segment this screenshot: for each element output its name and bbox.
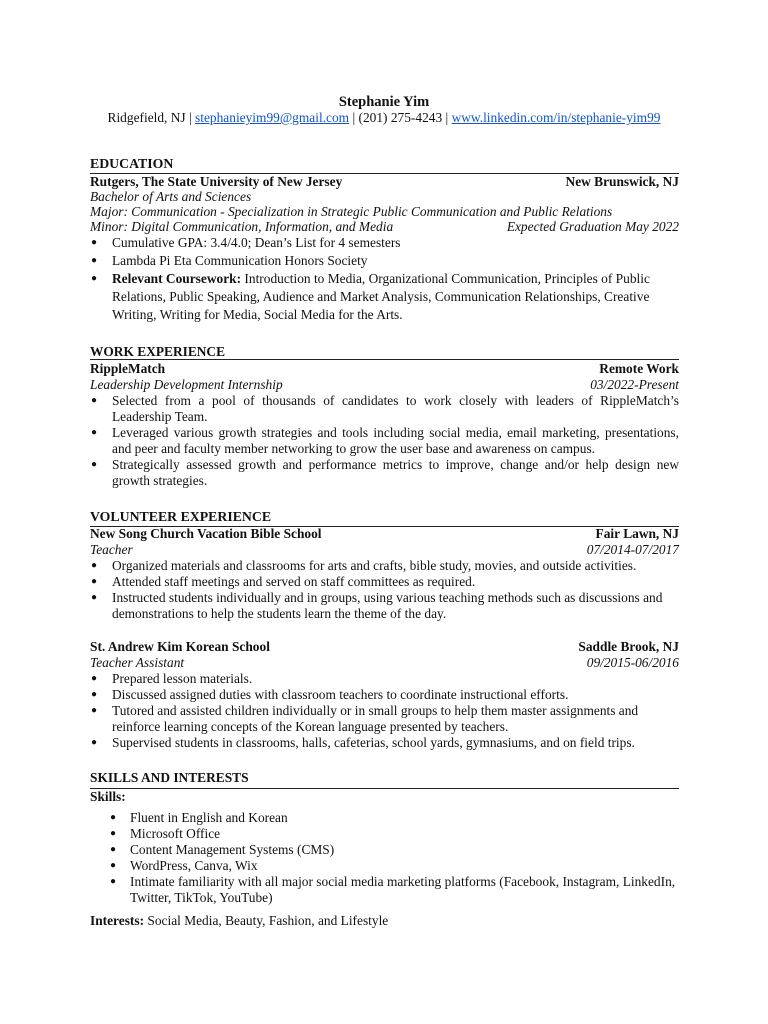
section-rule [90,788,679,789]
section-title-education: EDUCATION [90,156,679,174]
minor-text: Minor: Digital Communication, Information, and Media [90,219,394,234]
list-item: ● Organized materials and classrooms for arts and crafts, bible study, movies, and outside activities. [90,558,679,574]
volunteer-org: St. Andrew Kim Korean School [90,639,270,654]
interests-text: Social Media, Beauty, Fashion, and Lifestyle [144,913,389,928]
list-item: ● Microsoft Office [90,826,679,842]
interests-line [90,913,679,929]
list-item: ● Intimate familiarity with all major social media marketing platforms (Facebook, Instagram, LinkedIn, Twitter, TikTok, YouTube) [90,874,679,906]
list-item: ● Discussed assigned duties with classroom teachers to coordinate instructional efforts. [90,687,679,703]
location-text: Ridgefield, NJ [107,110,186,125]
section-title-volunteer: VOLUNTEER EXPERIENCE [90,509,679,527]
volunteer-role-row [90,655,679,671]
education-bullets [90,234,679,324]
volunteer-header-row [90,526,679,542]
work-bullets [90,393,679,489]
separator: | [352,110,356,125]
list-item: ● Lambda Pi Eta Communication Honors Society [90,252,679,270]
volunteer-dates: 09/2015-06/2016 [586,655,679,670]
volunteer-bullets [90,671,679,751]
volunteer-header-row [90,639,679,655]
skills-list [90,810,679,906]
separator: | [445,110,449,125]
school-location: New Brunswick, NJ [565,174,679,189]
work-header-row [90,361,679,377]
work-location: Remote Work [599,361,679,376]
degree-text: Bachelor of Arts and Sciences [90,189,252,204]
volunteer-bullets [90,558,679,622]
list-item: ● Strategically assessed growth and performance metrics to improve, change and/or help design new growth strategies. [90,457,679,489]
list-item: ● Cumulative GPA: 3.4/4.0; Dean’s List for 4 semesters [90,234,679,252]
linkedin-link[interactable]: www.linkedin.com/in/stephanie-yim99 [451,110,661,125]
work-org: RippleMatch [90,361,166,376]
phone-text: (201) 275-4243 [358,110,443,125]
list-item [90,270,679,324]
coursework-label: Relevant Coursework: [112,271,242,286]
minor-row [90,219,679,235]
section-title-work: WORK EXPERIENCE [90,344,226,359]
volunteer-role: Teacher [90,542,133,557]
email-link[interactable]: stephanieyim99@gmail.com [195,110,350,125]
contact-line [0,110,768,126]
section-rule [90,359,679,360]
major-text: Major: Communication - Specialization in Strategic Public Communication and Public Relations [90,204,613,219]
volunteer-location: Fair Lawn, NJ [595,526,679,541]
list-item: ● Selected from a pool of thousands of candidates to work closely with leaders of RippleMatch’s Leadership Team. [90,393,679,425]
list-item: ● Content Management Systems (CMS) [90,842,679,858]
coursework-text: Introduction to Media, Organizational Communication, Principles of Public Relations, Public Speaking, Audience and Market Analysis, Communication Relationships, Creative Writing, Writing for Media, Social Media for the Arts. [112,271,650,322]
list-item: ● Tutored and assisted children individually or in small groups to help them master assignments and reinforce learning concepts of the Korean language presented by teachers. [90,703,679,735]
interests-label: Interests: [90,913,145,928]
list-item: ● Prepared lesson materials. [90,671,679,687]
school-name: Rutgers, The State University of New Jersey [90,174,343,189]
separator: | [189,110,192,125]
volunteer-org: New Song Church Vacation Bible School [90,526,322,541]
skills-label: Skills: [90,789,126,804]
list-item: ● Supervised students in classrooms, halls, cafeterias, school yards, gymnasiums, and on field trips. [90,735,679,751]
list-item: ● Attended staff meetings and served on staff committees as required. [90,574,679,590]
volunteer-dates: 07/2014-07/2017 [586,542,679,557]
volunteer-role: Teacher Assistant [90,655,185,670]
volunteer-location: Saddle Brook, NJ [578,639,679,654]
resume-name: Stephanie Yim [338,94,430,110]
work-role-row [90,377,679,393]
list-item: ● WordPress, Canva, Wix [90,858,679,874]
work-dates: 03/2022-Present [590,377,679,392]
education-header-row [90,174,679,190]
list-item: ● Fluent in English and Korean [90,810,679,826]
graduation-text: Expected Graduation May 2022 [506,219,679,234]
volunteer-role-row [90,542,679,558]
list-item: ● Leveraged various growth strategies and tools including social media, email marketing, presentations, and peer and faculty member networking to grow the user base and awareness on campus. [90,425,679,457]
list-item: ● Instructed students individually and in groups, using various teaching methods such as discussions and demonstrations to help the students learn the theme of the day. [90,590,679,622]
work-role: Leadership Development Internship [90,377,283,392]
section-title-skills: SKILLS AND INTERESTS [90,770,249,785]
